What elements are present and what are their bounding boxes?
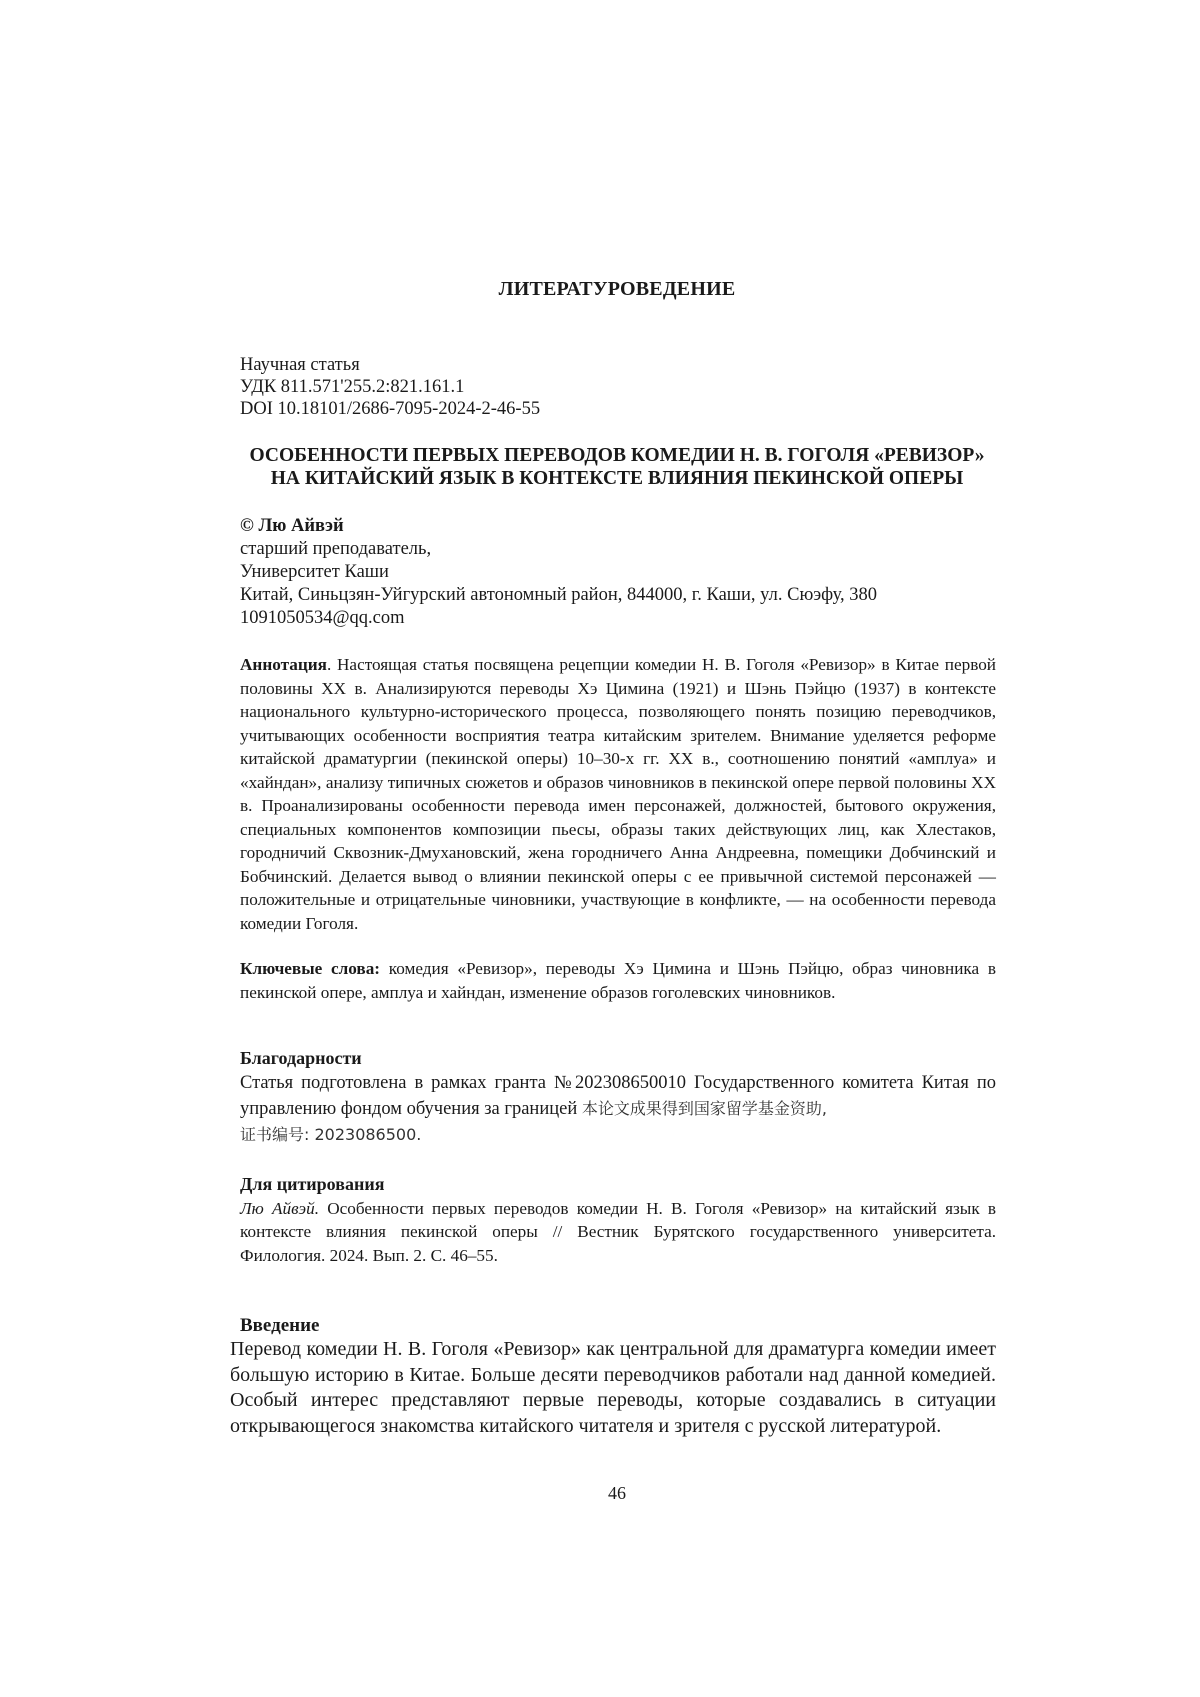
annotation — [240, 653, 996, 935]
introduction — [240, 1315, 996, 1439]
acknowledgements-chinese: 本论文成果得到国家留学基金资助, — [582, 1099, 827, 1118]
document-page — [0, 0, 1200, 1697]
author-position: старший преподаватель, — [240, 538, 877, 561]
keywords — [240, 957, 996, 1004]
page-number: 46 — [0, 1483, 1200, 1504]
annotation-text: . Настоящая статья посвящена рецепции комедии Н. В. Гоголя «Ревизор» в Китае первой половины XX в. Анализируются переводы Хэ Цимина (1921) и Шэнь Пэйцю (1937) в контексте национального культурно-исторического процесса, позволяющего понять позицию переводчиков, учитывающих особенности восприятия театра китайским зрителем. Внимание уделяется реформе китайской драматургии (пекинской оперы) 10–30-х гг. XX в., соотношению понятий «амплуа» и «хайндан», анализу типичных сюжетов и образов чиновников в пекинской опере первой половины XX в. Проанализированы особенности перевода имен персонажей, должностей, бытового окружения, специальных компонентов композиции пьесы, образы таких действующих лиц, как Хлестаков, городничий Сквозник-Дмухановский, жена городничего Анна Андреевна, помещики Добчинский и Бобчинский. Делается вывод о влиянии пекинской оперы с ее привычной системой персонажей — положительные и отрицательные чиновники, участвующие в конфликте, — на особенности перевода комедии Гоголя. — [240, 655, 996, 933]
article-meta — [240, 354, 540, 420]
author-affiliation: Университет Каши — [240, 561, 877, 584]
author-name: © Лю Айвэй — [240, 515, 877, 538]
acknowledgements — [240, 1046, 996, 1148]
keywords-label: Ключевые слова: — [240, 959, 380, 978]
doi: DOI 10.18101/2686-7095-2024-2-46-55 — [240, 398, 540, 420]
acknowledgements-chinese-tail: 证书编号: 2023086500. — [240, 1125, 421, 1144]
author-address: Китай, Синьцзян-Уйгурский автономный район, 844000, г. Каши, ул. Сюэфу, 380 — [240, 584, 877, 607]
introduction-text: Перевод комедии Н. В. Гоголя «Ревизор» как центральной для драматурга комедии имеет большую историю в Китае. Больше десяти переводчиков работали над данной комедией. Особый интерес представляют первые переводы, которые создавались в ситуации открывающегося знакомства китайского читателя и зрителя с русской литературой. — [230, 1337, 996, 1439]
article-type: Научная статья — [240, 354, 540, 376]
citation-body — [240, 1197, 996, 1268]
title-line-1: ОСОБЕННОСТИ ПЕРВЫХ ПЕРЕВОДОВ КОМЕДИИ Н. В. ГОГОЛЯ «РЕВИЗОР» — [200, 444, 1034, 467]
keywords-text: комедия «Ревизор», переводы Хэ Цимина и Шэнь Пэйцю, образ чиновника в пекинской опере, амплуа и хайндан, изменение образов гоголевских чиновников. — [240, 959, 996, 1002]
title-line-2: НА КИТАЙСКИЙ ЯЗЫК В КОНТЕКСТЕ ВЛИЯНИЯ ПЕКИНСКОЙ ОПЕРЫ — [200, 467, 1034, 490]
acknowledgements-body — [240, 1071, 996, 1148]
annotation-label: Аннотация — [240, 655, 327, 674]
introduction-heading: Введение — [240, 1315, 996, 1337]
acknowledgements-text: Статья подготовлена в рамках гранта №202308650010 Государственного комитета Китая по управлению фондом обучения за границей — [240, 1073, 996, 1119]
author-email: 1091050534@qq.com — [240, 607, 877, 630]
acknowledgements-heading: Благодарности — [240, 1046, 996, 1071]
citation-heading: Для цитирования — [240, 1173, 996, 1197]
section-heading: ЛИТЕРАТУРОВЕДЕНИЕ — [0, 278, 1200, 301]
citation-author: Лю Айвэй. — [240, 1199, 319, 1218]
citation-text: Особенности первых переводов комедии Н. В. Гоголя «Ревизор» на китайский язык в контексте влияния пекинской оперы // Вестник Бурятского государственного университета. Филология. 2024. Вып. 2. С. 46–55. — [240, 1199, 996, 1265]
citation-block — [240, 1173, 996, 1267]
udc-code: УДК 811.571'255.2:821.161.1 — [240, 376, 540, 398]
article-title — [200, 444, 1034, 490]
author-block — [240, 515, 877, 630]
